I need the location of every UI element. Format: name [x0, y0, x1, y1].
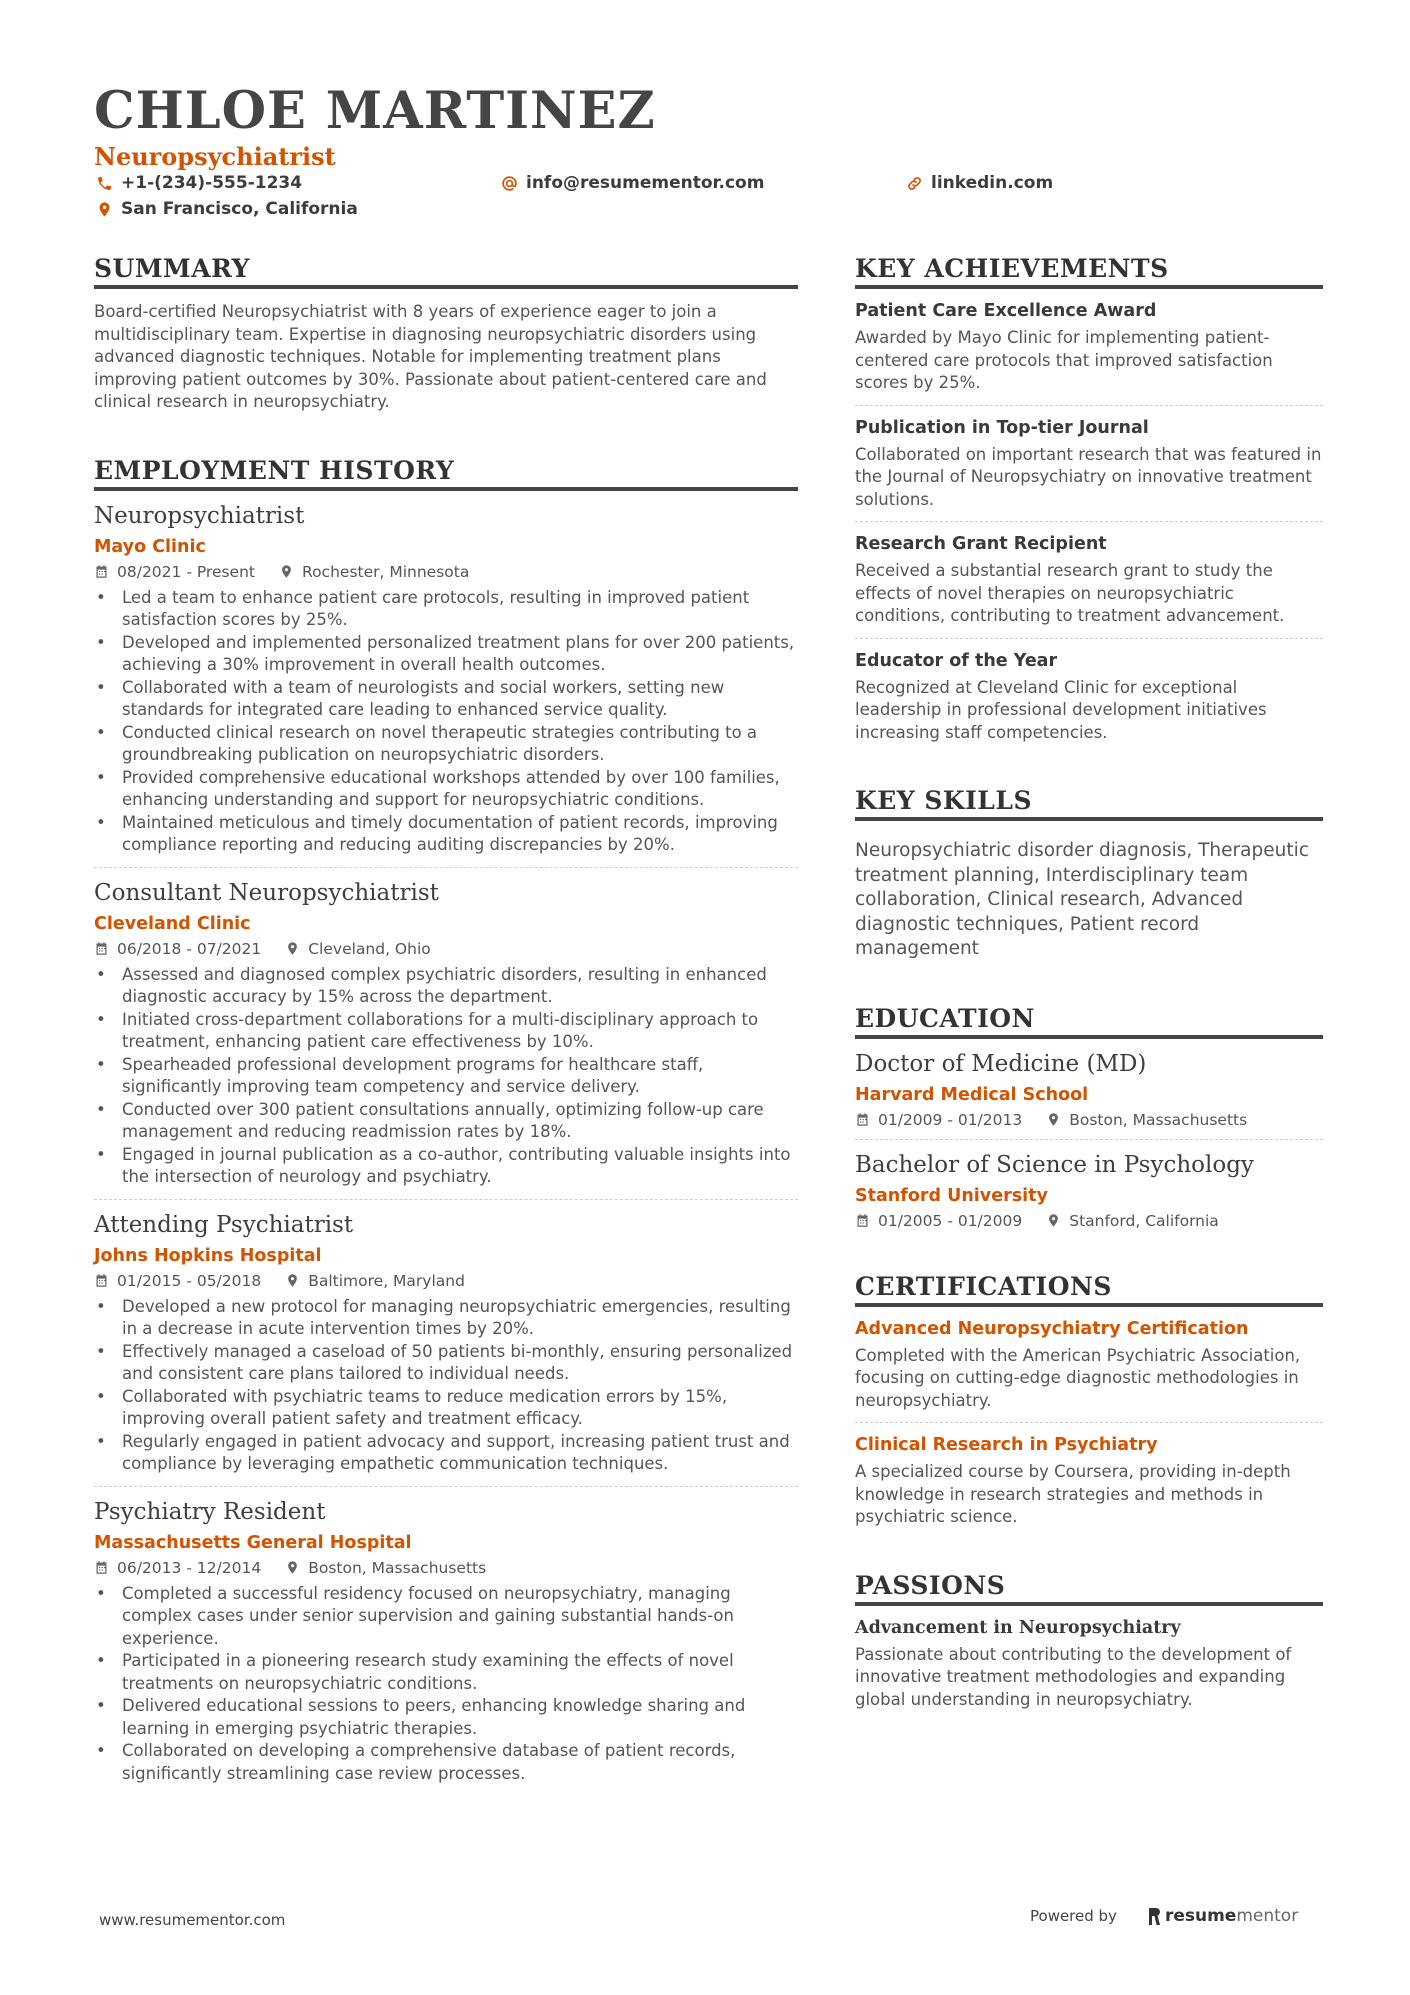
achievement-text: Collaborated on important research that was featured in the Journal of Neuropsychiatry on innovative treatment solutions.	[855, 444, 1322, 509]
bullet-item: • Collaborated with a team of neurologists and social workers, setting new standards for integrated care leading to enhanced service quality.	[122, 677, 798, 722]
calendar-icon	[855, 1213, 870, 1228]
achievement-item	[855, 651, 1323, 745]
job-location: Cleveland, Ohio	[308, 939, 431, 958]
divider	[855, 638, 1323, 639]
map-pin-icon	[285, 1273, 300, 1288]
certification-title: Advanced Neuropsychiatry Certification	[855, 1318, 1249, 1339]
bullet-item: • Initiated cross-department collaborations for a multi-disciplinary approach to treatment, enhancing patient care effectiveness by 10%.	[122, 1009, 798, 1054]
map-pin-icon	[279, 564, 294, 579]
skills-section	[855, 786, 1323, 962]
education-location: Stanford, California	[1069, 1211, 1219, 1230]
map-pin-icon	[96, 201, 113, 218]
bullet-item: • Provided comprehensive educational workshops attended by over 100 families, enhancing understanding and support for neuropsychiatric conditions.	[122, 767, 798, 812]
bullet-item: • Maintained meticulous and timely documentation of patient records, improving compliance reporting and reducing auditing discrepancies by 20%.	[122, 812, 798, 857]
bullet-item: • Assessed and diagnosed complex psychiatric disorders, resulting in enhanced diagnostic accuracy by 15% across the department.	[122, 964, 798, 1009]
achievement-text: Awarded by Mayo Clinic for implementing patient-centered care protocols that improved satisfaction scores by 25%.	[855, 328, 1273, 392]
job-entry	[94, 1212, 798, 1476]
achievements-heading: KEY ACHIEVEMENTS	[855, 254, 1323, 289]
passions-heading: PASSIONS	[855, 1571, 1323, 1606]
job-meta	[94, 1272, 798, 1290]
summary-text: Board-certified Neuropsychiatrist with 8 years of experience eager to join a multidisciplinary team. Expertise in diagnosing neuropsychiatric disorders using advanced diagnostic techniques. Notable for implementing treatment plans improving patient outcomes by 30%. Passionate about patient-centered care and clinical research in neuropsychiatry.	[94, 302, 767, 411]
candidate-role: Neuropsychiatrist	[94, 142, 336, 171]
degree-title: Doctor of Medicine (MD)	[855, 1050, 1147, 1077]
map-pin-icon	[285, 1560, 300, 1575]
divider	[94, 1486, 798, 1487]
job-entry	[94, 880, 798, 1189]
employment-section	[94, 456, 798, 1786]
passions-section	[855, 1571, 1323, 1712]
bullet-item: • Participated in a pioneering research study examining the effects of novel treatments on neuropsychiatric conditions.	[122, 1650, 798, 1695]
map-pin-icon	[285, 941, 300, 956]
achievement-item	[855, 301, 1323, 395]
divider	[855, 1422, 1323, 1423]
achievement-text: Recognized at Cleveland Clinic for exceptional leadership in professional development initiatives increasing staff competencies.	[855, 677, 1267, 742]
education-section	[855, 1004, 1323, 1230]
job-bullets	[94, 1583, 798, 1786]
email-link[interactable]: info@resumementor.com	[526, 173, 765, 193]
bullet-item: • Conducted over 300 patient consultations annually, optimizing follow-up care management and reducing readmission rates by 18%.	[122, 1099, 798, 1144]
job-org: Cleveland Clinic	[94, 913, 251, 934]
calendar-icon	[94, 1273, 109, 1288]
achievement-title: Research Grant Recipient	[855, 534, 1107, 554]
powered-by-text: Powered by	[1030, 1907, 1117, 1925]
contact-location	[96, 199, 358, 219]
contact-phone	[96, 173, 302, 193]
calendar-icon	[855, 1112, 870, 1127]
job-location: Baltimore, Maryland	[308, 1271, 465, 1290]
contact-email[interactable]	[501, 173, 764, 193]
education-location: Boston, Massachusetts	[1069, 1110, 1248, 1129]
achievement-title: Educator of the Year	[855, 650, 1058, 671]
certifications-section	[855, 1272, 1323, 1529]
bullet-item: • Spearheaded professional development programs for healthcare staff, significantly improving team competency and service delivery.	[122, 1054, 798, 1099]
calendar-icon	[94, 564, 109, 579]
certifications-heading: CERTIFICATIONS	[855, 1272, 1323, 1307]
education-meta	[855, 1212, 1323, 1230]
divider	[855, 521, 1323, 522]
certification-title: Clinical Research in Psychiatry	[855, 1435, 1158, 1455]
bullet-item: • Engaged in journal publication as a co-author, contributing valuable insights into the intersection of neurology and psychiatry.	[122, 1144, 798, 1189]
brand-logo[interactable]	[1147, 1906, 1298, 1926]
job-bullets	[94, 964, 798, 1189]
calendar-icon	[94, 1560, 109, 1575]
divider	[94, 1199, 798, 1200]
brand-light: mentor	[1236, 1906, 1299, 1926]
job-dates: 06/2013 - 12/2014	[117, 1558, 262, 1577]
job-dates: 01/2015 - 05/2018	[117, 1271, 262, 1290]
achievement-item	[855, 534, 1323, 628]
job-entry	[94, 503, 798, 857]
passion-item	[855, 1618, 1323, 1712]
job-org: Mayo Clinic	[94, 536, 206, 557]
job-bullets	[94, 1296, 798, 1476]
education-item	[855, 1051, 1323, 1129]
job-org: Massachusetts General Hospital	[94, 1532, 412, 1553]
job-meta	[94, 940, 798, 958]
job-location: Rochester, Minnesota	[302, 562, 470, 581]
achievement-text: Received a substantial research grant to study the effects of novel therapies on neuropsychiatric conditions, contributing to treatment advancement.	[855, 561, 1285, 625]
phone-icon	[96, 175, 113, 192]
contact-linkedin[interactable]	[906, 173, 1053, 193]
education-meta	[855, 1111, 1323, 1129]
job-org: Johns Hopkins Hospital	[94, 1245, 322, 1266]
summary-heading: SUMMARY	[94, 254, 798, 289]
location-text: San Francisco, California	[121, 199, 358, 219]
job-dates: 08/2021 - Present	[117, 562, 255, 581]
left-column	[94, 254, 798, 1785]
bullet-item: • Developed and implemented personalized treatment plans for over 200 patients, achieving a 30% improvement in overall health outcomes.	[122, 632, 798, 677]
job-entry	[94, 1499, 798, 1786]
certification-text: A specialized course by Coursera, providing in-depth knowledge in research strategies and methods in psychiatric science.	[855, 1462, 1291, 1526]
skills-text: Neuropsychiatric disorder diagnosis, Therapeutic treatment planning, Interdisciplinary team collaboration, Clinical research, Advanced diagnostic techniques, Patient record management	[855, 840, 1309, 959]
education-dates: 01/2009 - 01/2013	[878, 1110, 1023, 1129]
divider	[94, 867, 798, 868]
passion-title: Advancement in Neuropsychiatry	[855, 1617, 1181, 1638]
education-heading: EDUCATION	[855, 1004, 1323, 1039]
bullet-item: • Collaborated with psychiatric teams to reduce medication errors by 15%, improving overall patient safety and treatment efficacy.	[122, 1386, 798, 1431]
bullet-item: • Led a team to enhance patient care protocols, resulting in improved patient satisfaction scores by 25%.	[122, 587, 798, 632]
bullet-item: • Developed a new protocol for managing neuropsychiatric emergencies, resulting in a decrease in acute intervention times by 20%.	[122, 1296, 798, 1341]
degree-title: Bachelor of Science in Psychology	[855, 1151, 1254, 1178]
certification-item	[855, 1319, 1323, 1413]
right-column	[855, 254, 1323, 1711]
link-icon	[906, 175, 923, 192]
phone-text: +1-(234)-555-1234	[121, 173, 303, 193]
job-meta	[94, 563, 798, 581]
bullet-item: • Conducted clinical research on novel therapeutic strategies contributing to a groundbreaking publication on neuropsychiatric disorders.	[122, 722, 798, 767]
job-title: Neuropsychiatrist	[94, 502, 305, 529]
achievement-title: Patient Care Excellence Award	[855, 301, 1157, 321]
divider	[855, 1139, 1323, 1140]
map-pin-icon	[1046, 1213, 1061, 1228]
school-name: Harvard Medical School	[855, 1084, 1089, 1105]
certification-text: Completed with the American Psychiatric Association, focusing on cutting-edge diagnostic methodologies in neuropsychiatry.	[855, 1345, 1301, 1410]
certification-item	[855, 1435, 1323, 1529]
resumementor-logo-icon	[1147, 1907, 1161, 1926]
divider	[855, 405, 1323, 406]
bullet-item: • Regularly engaged in patient advocacy and support, increasing patient trust and compliance by leveraging empathetic communication techniques.	[122, 1431, 798, 1476]
at-icon	[501, 175, 518, 192]
employment-heading: EMPLOYMENT HISTORY	[94, 456, 798, 491]
achievements-section	[855, 254, 1323, 744]
bullet-item: • Effectively managed a caseload of 50 patients bi-monthly, ensuring personalized and consistent care plans tailored to individual needs.	[122, 1341, 798, 1386]
job-location: Boston, Massachusetts	[308, 1558, 487, 1577]
bullet-item: • Completed a successful residency focused on neuropsychiatry, managing complex cases under senior supervision and gaining substantial hands-on experience.	[122, 1583, 798, 1651]
footer-powered	[1030, 1906, 1298, 1926]
job-meta	[94, 1559, 798, 1577]
bullet-item: • Collaborated on developing a comprehensive database of patient records, significantly streamlining case review processes.	[122, 1740, 798, 1785]
education-dates: 01/2005 - 01/2009	[878, 1211, 1023, 1230]
achievement-title: Publication in Top-tier Journal	[855, 417, 1149, 438]
passion-text: Passionate about contributing to the development of innovative treatment methodologies and expanding global understanding in neuropsychiatry.	[855, 1644, 1292, 1709]
job-bullets	[94, 587, 798, 857]
brand-bold: resume	[1164, 1906, 1237, 1926]
calendar-icon	[94, 941, 109, 956]
job-title: Attending Psychiatrist	[94, 1211, 354, 1238]
map-pin-icon	[1046, 1112, 1061, 1127]
job-title: Psychiatry Resident	[94, 1498, 326, 1525]
bullet-item: • Delivered educational sessions to peers, enhancing knowledge sharing and learning in emerging psychiatric therapies.	[122, 1695, 798, 1740]
education-item	[855, 1152, 1323, 1230]
school-name: Stanford University	[855, 1185, 1048, 1206]
job-dates: 06/2018 - 07/2021	[117, 939, 262, 958]
footer-website[interactable]: www.resumementor.com	[99, 1911, 286, 1929]
achievement-item	[855, 418, 1323, 512]
skills-heading: KEY SKILLS	[855, 786, 1323, 821]
candidate-name: CHLOE MARTINEZ	[94, 81, 656, 141]
linkedin-link[interactable]: linkedin.com	[931, 173, 1054, 193]
job-title: Consultant Neuropsychiatrist	[94, 879, 439, 906]
summary-section	[94, 254, 798, 414]
